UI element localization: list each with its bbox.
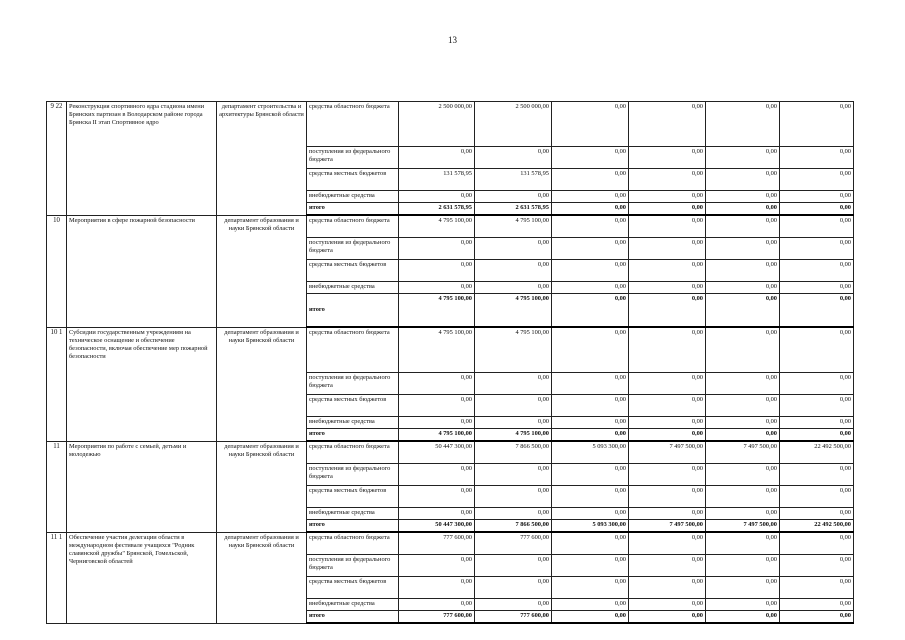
amount-cell: 777 600,00 bbox=[475, 611, 552, 624]
amount-cell: 0,00 bbox=[629, 417, 706, 429]
amount-cell: 0,00 bbox=[706, 238, 780, 260]
item-executor: департамент образования и науки Брянской области bbox=[217, 327, 307, 441]
amount-cell: 0,00 bbox=[552, 294, 629, 328]
amount-cell: 0,00 bbox=[706, 327, 780, 373]
budget-table bbox=[46, 101, 854, 624]
amount-cell: 0,00 bbox=[552, 169, 629, 191]
amount-cell: 4 795 100,00 bbox=[399, 327, 475, 373]
amount-cell: 0,00 bbox=[780, 611, 854, 624]
funding-source: итого bbox=[307, 520, 399, 533]
amount-cell: 777 600,00 bbox=[399, 611, 475, 624]
amount-cell: 0,00 bbox=[552, 611, 629, 624]
amount-cell: 7 866 500,00 bbox=[475, 441, 552, 464]
amount-cell: 0,00 bbox=[706, 147, 780, 169]
amount-cell: 0,00 bbox=[552, 599, 629, 611]
amount-cell: 0,00 bbox=[475, 508, 552, 520]
amount-cell: 0,00 bbox=[780, 417, 854, 429]
amount-cell: 50 447 300,00 bbox=[399, 520, 475, 533]
amount-cell: 0,00 bbox=[552, 203, 629, 216]
amount-cell: 7 497 500,00 bbox=[629, 520, 706, 533]
funding-source: поступления из федерального бюджета bbox=[307, 555, 399, 577]
amount-cell: 0,00 bbox=[780, 599, 854, 611]
funding-source: внебюджетные средства bbox=[307, 508, 399, 520]
amount-cell: 0,00 bbox=[475, 282, 552, 294]
amount-cell: 0,00 bbox=[399, 577, 475, 599]
amount-cell: 0,00 bbox=[780, 327, 854, 373]
amount-cell: 0,00 bbox=[780, 464, 854, 486]
amount-cell: 0,00 bbox=[399, 395, 475, 417]
amount-cell: 5 093 300,00 bbox=[552, 441, 629, 464]
amount-cell: 0,00 bbox=[780, 191, 854, 203]
amount-cell: 0,00 bbox=[706, 577, 780, 599]
amount-cell: 0,00 bbox=[780, 395, 854, 417]
amount-cell: 0,00 bbox=[475, 147, 552, 169]
amount-cell: 0,00 bbox=[552, 417, 629, 429]
amount-cell: 0,00 bbox=[399, 417, 475, 429]
amount-cell: 0,00 bbox=[399, 260, 475, 282]
item-executor: департамент образования и науки Брянской области bbox=[217, 532, 307, 623]
item-name: Мероприятия по работе с семьей, детьми и молодежью bbox=[67, 441, 217, 532]
amount-cell: 0,00 bbox=[780, 532, 854, 555]
amount-cell: 131 578,95 bbox=[475, 169, 552, 191]
funding-source: внебюджетные средства bbox=[307, 599, 399, 611]
amount-cell: 0,00 bbox=[780, 203, 854, 216]
amount-cell: 4 795 100,00 bbox=[475, 294, 552, 328]
amount-cell: 0,00 bbox=[629, 555, 706, 577]
amount-cell: 0,00 bbox=[629, 532, 706, 555]
item-executor: департамент образования и науки Брянской области bbox=[217, 441, 307, 532]
funding-source: средства областного бюджета bbox=[307, 327, 399, 373]
funding-source: внебюджетные средства bbox=[307, 191, 399, 203]
amount-cell: 0,00 bbox=[629, 327, 706, 373]
amount-cell: 0,00 bbox=[780, 238, 854, 260]
funding-source: итого bbox=[307, 203, 399, 216]
amount-cell: 131 578,95 bbox=[399, 169, 475, 191]
amount-cell: 0,00 bbox=[475, 260, 552, 282]
funding-source: итого bbox=[307, 294, 399, 328]
amount-cell: 0,00 bbox=[780, 486, 854, 508]
item-code: 9 22 bbox=[47, 102, 67, 216]
amount-cell: 0,00 bbox=[780, 147, 854, 169]
amount-cell: 0,00 bbox=[475, 464, 552, 486]
amount-cell: 0,00 bbox=[780, 577, 854, 599]
item-name: Обеспечение участия делегации области в международном фестивале учащихся "Родник славянской дружбы" Брянской, Гомельской, Черниговской областей bbox=[67, 532, 217, 623]
amount-cell: 0,00 bbox=[706, 464, 780, 486]
item-code: 10 bbox=[47, 215, 67, 327]
amount-cell: 0,00 bbox=[552, 577, 629, 599]
funding-source: внебюджетные средства bbox=[307, 417, 399, 429]
amount-cell: 0,00 bbox=[629, 429, 706, 442]
table-row bbox=[47, 215, 854, 238]
amount-cell: 7 497 500,00 bbox=[706, 441, 780, 464]
amount-cell: 0,00 bbox=[552, 215, 629, 238]
amount-cell: 0,00 bbox=[399, 508, 475, 520]
amount-cell: 0,00 bbox=[780, 429, 854, 442]
amount-cell: 0,00 bbox=[629, 611, 706, 624]
amount-cell: 7 866 500,00 bbox=[475, 520, 552, 533]
amount-cell: 4 795 100,00 bbox=[399, 215, 475, 238]
amount-cell: 0,00 bbox=[399, 191, 475, 203]
amount-cell: 0,00 bbox=[780, 282, 854, 294]
funding-source: средства местных бюджетов bbox=[307, 395, 399, 417]
item-code: 11 bbox=[47, 441, 67, 532]
amount-cell: 0,00 bbox=[706, 417, 780, 429]
amount-cell: 0,00 bbox=[399, 486, 475, 508]
amount-cell: 777 600,00 bbox=[399, 532, 475, 555]
amount-cell: 0,00 bbox=[552, 395, 629, 417]
amount-cell: 0,00 bbox=[629, 294, 706, 328]
amount-cell: 0,00 bbox=[399, 282, 475, 294]
amount-cell: 0,00 bbox=[552, 429, 629, 442]
amount-cell: 0,00 bbox=[629, 169, 706, 191]
amount-cell: 0,00 bbox=[552, 102, 629, 147]
funding-source: средства областного бюджета bbox=[307, 102, 399, 147]
amount-cell: 0,00 bbox=[629, 102, 706, 147]
amount-cell: 7 497 500,00 bbox=[706, 520, 780, 533]
amount-cell: 0,00 bbox=[706, 215, 780, 238]
amount-cell: 0,00 bbox=[629, 599, 706, 611]
amount-cell: 0,00 bbox=[706, 260, 780, 282]
amount-cell: 0,00 bbox=[780, 102, 854, 147]
amount-cell: 0,00 bbox=[706, 102, 780, 147]
amount-cell: 0,00 bbox=[399, 464, 475, 486]
amount-cell: 0,00 bbox=[629, 203, 706, 216]
amount-cell: 0,00 bbox=[706, 169, 780, 191]
amount-cell: 0,00 bbox=[552, 238, 629, 260]
amount-cell: 0,00 bbox=[629, 238, 706, 260]
amount-cell: 0,00 bbox=[552, 260, 629, 282]
amount-cell: 0,00 bbox=[475, 555, 552, 577]
amount-cell: 2 631 578,95 bbox=[475, 203, 552, 216]
amount-cell: 0,00 bbox=[780, 215, 854, 238]
page-number: 13 bbox=[448, 35, 457, 45]
funding-source: средства областного бюджета bbox=[307, 215, 399, 238]
amount-cell: 0,00 bbox=[399, 147, 475, 169]
table-row bbox=[47, 102, 854, 147]
amount-cell: 0,00 bbox=[629, 486, 706, 508]
amount-cell: 0,00 bbox=[475, 191, 552, 203]
amount-cell: 0,00 bbox=[475, 599, 552, 611]
amount-cell: 0,00 bbox=[780, 169, 854, 191]
amount-cell: 4 795 100,00 bbox=[475, 429, 552, 442]
amount-cell: 4 795 100,00 bbox=[475, 215, 552, 238]
funding-source: средства местных бюджетов bbox=[307, 577, 399, 599]
amount-cell: 5 093 300,00 bbox=[552, 520, 629, 533]
funding-source: поступления из федерального бюджета bbox=[307, 373, 399, 395]
amount-cell: 0,00 bbox=[552, 147, 629, 169]
amount-cell: 0,00 bbox=[552, 555, 629, 577]
amount-cell: 0,00 bbox=[706, 508, 780, 520]
amount-cell: 0,00 bbox=[552, 464, 629, 486]
amount-cell: 0,00 bbox=[780, 555, 854, 577]
amount-cell: 22 492 500,00 bbox=[780, 520, 854, 533]
amount-cell: 0,00 bbox=[629, 508, 706, 520]
funding-source: поступления из федерального бюджета bbox=[307, 464, 399, 486]
amount-cell: 7 497 500,00 bbox=[629, 441, 706, 464]
amount-cell: 0,00 bbox=[780, 373, 854, 395]
funding-source: средства местных бюджетов bbox=[307, 169, 399, 191]
amount-cell: 0,00 bbox=[706, 532, 780, 555]
amount-cell: 0,00 bbox=[552, 191, 629, 203]
amount-cell: 0,00 bbox=[475, 395, 552, 417]
amount-cell: 0,00 bbox=[706, 429, 780, 442]
amount-cell: 2 631 578,95 bbox=[399, 203, 475, 216]
amount-cell: 0,00 bbox=[706, 611, 780, 624]
table-row bbox=[47, 532, 854, 555]
funding-source: поступления из федерального бюджета bbox=[307, 238, 399, 260]
item-name: Мероприятия в сфере пожарной безопасности bbox=[67, 215, 217, 327]
amount-cell: 0,00 bbox=[552, 508, 629, 520]
amount-cell: 0,00 bbox=[552, 327, 629, 373]
item-name: Субсидии государственным учреждениям на техническое оснащение и обеспечение безопасности, включая обеспечение мер пожарной безопасности bbox=[67, 327, 217, 441]
amount-cell: 0,00 bbox=[780, 508, 854, 520]
amount-cell: 0,00 bbox=[399, 373, 475, 395]
amount-cell: 0,00 bbox=[706, 395, 780, 417]
amount-cell: 0,00 bbox=[399, 555, 475, 577]
funding-source: итого bbox=[307, 611, 399, 624]
amount-cell: 2 500 000,00 bbox=[475, 102, 552, 147]
funding-source: средства местных бюджетов bbox=[307, 260, 399, 282]
amount-cell: 0,00 bbox=[629, 191, 706, 203]
amount-cell: 0,00 bbox=[780, 294, 854, 328]
amount-cell: 4 795 100,00 bbox=[399, 294, 475, 328]
funding-source: внебюджетные средства bbox=[307, 282, 399, 294]
amount-cell: 0,00 bbox=[475, 373, 552, 395]
amount-cell: 0,00 bbox=[706, 486, 780, 508]
table-row bbox=[47, 441, 854, 464]
item-name: Реконструкция спортивного ядра стадиона имени Брянских партизан в Володарском районе города Брянска II этап Спортивное ядро bbox=[67, 102, 217, 216]
amount-cell: 0,00 bbox=[629, 282, 706, 294]
amount-cell: 2 500 000,00 bbox=[399, 102, 475, 147]
amount-cell: 0,00 bbox=[706, 203, 780, 216]
item-executor: департамент строительства и архитектуры Брянской области bbox=[217, 102, 307, 216]
amount-cell: 0,00 bbox=[475, 486, 552, 508]
amount-cell: 0,00 bbox=[475, 417, 552, 429]
amount-cell: 0,00 bbox=[706, 294, 780, 328]
amount-cell: 0,00 bbox=[475, 238, 552, 260]
amount-cell: 0,00 bbox=[629, 577, 706, 599]
amount-cell: 0,00 bbox=[629, 260, 706, 282]
funding-source: средства областного бюджета bbox=[307, 441, 399, 464]
amount-cell: 50 447 300,00 bbox=[399, 441, 475, 464]
amount-cell: 0,00 bbox=[399, 238, 475, 260]
amount-cell: 22 492 500,00 bbox=[780, 441, 854, 464]
funding-source: средства местных бюджетов bbox=[307, 486, 399, 508]
amount-cell: 0,00 bbox=[629, 464, 706, 486]
funding-source: итого bbox=[307, 429, 399, 442]
item-executor: департамент образования и науки Брянской области bbox=[217, 215, 307, 327]
amount-cell: 0,00 bbox=[706, 555, 780, 577]
amount-cell: 0,00 bbox=[629, 215, 706, 238]
amount-cell: 777 600,00 bbox=[475, 532, 552, 555]
funding-source: поступления из федерального бюджета bbox=[307, 147, 399, 169]
table-row bbox=[47, 327, 854, 373]
amount-cell: 4 795 100,00 bbox=[399, 429, 475, 442]
amount-cell: 4 795 100,00 bbox=[475, 327, 552, 373]
amount-cell: 0,00 bbox=[706, 282, 780, 294]
amount-cell: 0,00 bbox=[629, 147, 706, 169]
funding-source: средства областного бюджета bbox=[307, 532, 399, 555]
amount-cell: 0,00 bbox=[706, 599, 780, 611]
amount-cell: 0,00 bbox=[552, 486, 629, 508]
amount-cell: 0,00 bbox=[552, 373, 629, 395]
amount-cell: 0,00 bbox=[552, 532, 629, 555]
amount-cell: 0,00 bbox=[399, 599, 475, 611]
amount-cell: 0,00 bbox=[706, 373, 780, 395]
amount-cell: 0,00 bbox=[629, 373, 706, 395]
item-code: 10 1 bbox=[47, 327, 67, 441]
amount-cell: 0,00 bbox=[475, 577, 552, 599]
item-code: 11 1 bbox=[47, 532, 67, 623]
amount-cell: 0,00 bbox=[780, 260, 854, 282]
amount-cell: 0,00 bbox=[629, 395, 706, 417]
amount-cell: 0,00 bbox=[706, 191, 780, 203]
amount-cell: 0,00 bbox=[552, 282, 629, 294]
